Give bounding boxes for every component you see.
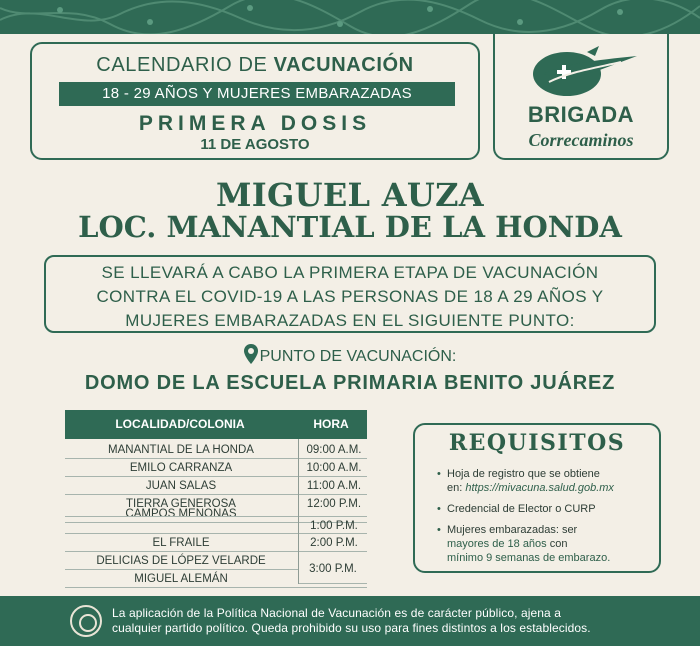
time-cell: 12:00 P.M. [306, 498, 362, 510]
announcement-line: MUJERES EMBARAZADAS EN EL SIGUIENTE PUNTO: [125, 311, 575, 330]
calendar-panel [30, 42, 480, 160]
dose-label: PRIMERA DOSIS [138, 112, 372, 135]
locality-cell: MIGUEL ALEMÁN [134, 573, 228, 585]
requirement-highlight: mayores de 18 años [447, 538, 547, 550]
municipality-title: MIGUEL AUZA [216, 176, 484, 214]
legal-line: La aplicación de la Política Nacional de Vacunación es de carácter público, ajena a [112, 606, 562, 620]
locality-cell: EMILO CARRANZA [129, 462, 233, 474]
table-body [65, 439, 367, 584]
schedule-table [65, 410, 367, 584]
registration-link[interactable]: https://mivacuna.salud.gob.mx [465, 482, 614, 494]
announcement-box [44, 255, 656, 333]
merged-time-cell [299, 554, 367, 584]
time-cell: 3:00 P.M. [309, 563, 357, 575]
legal-line: cualquier partido político. Queda prohibido su uso para fines distintos a los establecidos. [112, 621, 591, 635]
map-pin-icon [244, 344, 258, 364]
time-cell: 11:00 A.M. [306, 480, 362, 492]
requirement-item [435, 467, 657, 495]
bullet-icon: • [437, 468, 441, 480]
requirements-list [435, 467, 657, 572]
ornament-pattern-icon [0, 0, 700, 34]
bullet-icon: • [437, 524, 441, 536]
bullet-icon: • [437, 503, 441, 515]
audience-banner: 18 - 29 AÑOS Y MUJERES EMBARAZADAS [59, 82, 455, 106]
requirement-text: Credencial de Elector o CURP [447, 503, 596, 515]
calendar-title [32, 54, 478, 77]
table-header [65, 410, 367, 439]
requirement-item [435, 502, 657, 516]
calendar-title-light: CALENDARIO DE [96, 54, 274, 76]
brigada-name: BRIGADA [527, 102, 635, 127]
table-row [65, 459, 367, 477]
time-cell: 10:00 A.M. [306, 462, 362, 474]
column-divider [298, 439, 299, 584]
roadrunner-cross-icon [525, 42, 641, 100]
legal-disclaimer [112, 606, 672, 636]
requirements-title: REQUISITOS [448, 430, 626, 456]
footer-band [0, 596, 700, 646]
venue-name: DOMO DE LA ESCUELA PRIMARIA BENITO JUÁREZ [84, 372, 616, 394]
locality-cell: TIERRA GENEROSA [126, 498, 236, 510]
brigada-subtitle: Correcaminos [528, 130, 634, 150]
column-header-time: HORA [313, 417, 349, 431]
mexico-seal-icon [70, 605, 102, 637]
locality-cell: MANANTIAL DE LA HONDA [108, 444, 254, 456]
table-row [65, 477, 367, 495]
top-decorative-band [0, 0, 700, 34]
time-cell: 1:00 P.M. [310, 520, 358, 532]
requirement-text: Hoja de registro que se obtiene [447, 468, 600, 480]
date-label: 11 DE AGOSTO [200, 136, 310, 153]
locality-cell: EL FRAILE [152, 537, 210, 549]
requirement-text: en: [447, 482, 466, 494]
punto-label-text: PUNTO DE VACUNACIÓN: [259, 348, 457, 365]
locality-cell: JUAN SALAS [145, 480, 217, 492]
vaccination-point-label [0, 344, 700, 366]
time-cell: 2:00 P.M. [310, 537, 358, 549]
time-cell: 09:00 A.M. [306, 444, 362, 456]
calendar-title-bold: VACUNACIÓN [273, 54, 414, 76]
requirement-item [435, 523, 657, 565]
table-row [65, 441, 367, 459]
table-row [65, 534, 367, 552]
column-header-locality: LOCALIDAD/COLONIA [115, 417, 245, 431]
locality-cell: DELICIAS DE LÓPEZ VELARDE [96, 555, 266, 567]
requirements-panel [413, 423, 661, 573]
locality-title: LOC. MANANTIAL DE LA HONDA [78, 210, 622, 244]
requirement-text: Mujeres embarazadas: ser [447, 524, 578, 536]
announcement-line: SE LLEVARÁ A CABO LA PRIMERA ETAPA DE VACUNACIÓN [101, 263, 599, 282]
locality-cell: CAMPOS MENONAS [125, 508, 237, 520]
announcement-line: CONTRA EL COVID-19 A LAS PERSONAS DE 18 A 29 AÑOS Y [96, 287, 604, 306]
requirement-highlight: mínimo 9 semanas de embarazo. [447, 552, 611, 564]
brigada-panel [493, 34, 669, 160]
table-row [65, 516, 367, 534]
requirement-text: con [546, 538, 568, 550]
